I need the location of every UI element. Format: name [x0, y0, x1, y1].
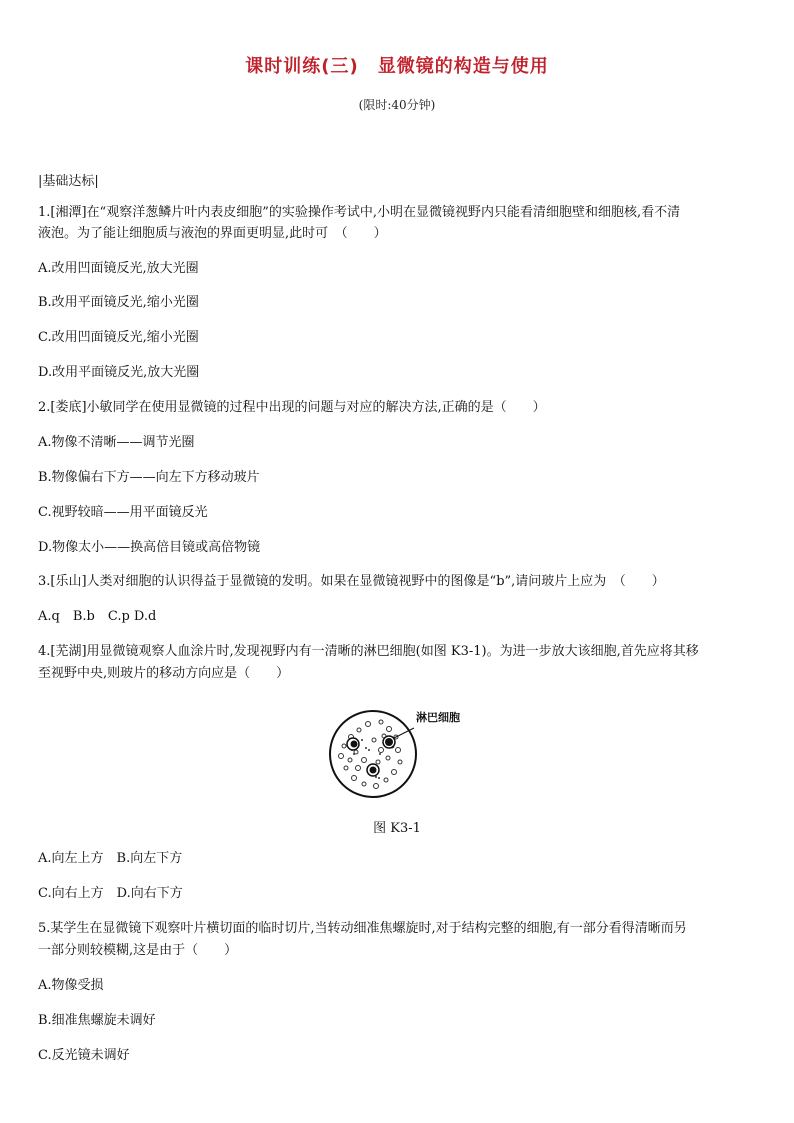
- q3-stem: 3.[乐山]人类对细胞的认识得益于显微镜的发明。如果在显微镜视野中的图像是“b”,请问玻片上应为 （ ）: [38, 574, 665, 589]
- page-title: 课时训练(三) 显微镜的构造与使用: [245, 56, 549, 77]
- q4-stem-line2: 至视野中央,则玻片的移动方向应是（ ）: [38, 666, 290, 681]
- q1-stem-line2: 液泡。为了能让细胞质与液泡的界面更明显,此时可 （ ）: [38, 226, 387, 241]
- q5-option-b: B.细准焦螺旋未调好: [38, 1013, 156, 1028]
- q1-option-d: D.改用平面镜反光,放大光圈: [38, 365, 200, 380]
- q2-option-b: B.物像偏右下方——向左下方移动玻片: [38, 470, 260, 485]
- q5-stem-line2: 一部分则较模糊,这是由于（ ）: [38, 943, 238, 958]
- q1-stem-line1: 1.[湘潭]在“观察洋葱鳞片叶内表皮细胞”的实验操作考试中,小明在显微镜视野内只能看清细胞壁和细胞核,看不清: [38, 205, 681, 220]
- q5-option-c: C.反光镜未调好: [38, 1048, 130, 1063]
- lymphocyte-label: 淋巴细胞: [416, 711, 460, 724]
- q4-options-cd: C.向右上方 D.向右下方: [38, 886, 183, 901]
- q1-option-b: B.改用平面镜反光,缩小光圈: [38, 295, 199, 310]
- q5-stem-line1: 5.某学生在显微镜下观察叶片横切面的临时切片,当转动细准焦螺旋时,对于结构完整的细胞,有一部分看得清晰而另: [38, 921, 687, 936]
- time-limit: (限时:40分钟): [358, 98, 436, 112]
- q5-option-a: A.物像受损: [38, 978, 104, 993]
- section-label: |基础达标|: [38, 174, 99, 189]
- figure-caption: 图 K3-1: [373, 821, 421, 836]
- microscope-field-figure: [326, 702, 476, 802]
- q3-options: A.q B.b C.p D.d: [38, 609, 157, 624]
- q4-stem-line1: 4.[芜湖]用显微镜观察人血涂片时,发现视野内有一清晰的淋巴细胞(如图 K3-1)。为进一步放大该细胞,首先应将其移: [38, 644, 699, 659]
- q2-option-d: D.物像太小——换高倍目镜或高倍物镜: [38, 540, 261, 555]
- q2-option-c: C.视野较暗——用平面镜反光: [38, 505, 208, 520]
- q1-option-c: C.改用凹面镜反光,缩小光圈: [38, 330, 199, 345]
- q4-options-ab: A.向左上方 B.向左下方: [38, 851, 183, 866]
- q2-option-a: A.物像不清晰——调节光圈: [38, 435, 195, 450]
- q2-stem: 2.[娄底]小敏同学在使用显微镜的过程中出现的问题与对应的解决方法,正确的是（ ）: [38, 400, 546, 415]
- q1-option-a: A.改用凹面镜反光,放大光圈: [38, 261, 199, 276]
